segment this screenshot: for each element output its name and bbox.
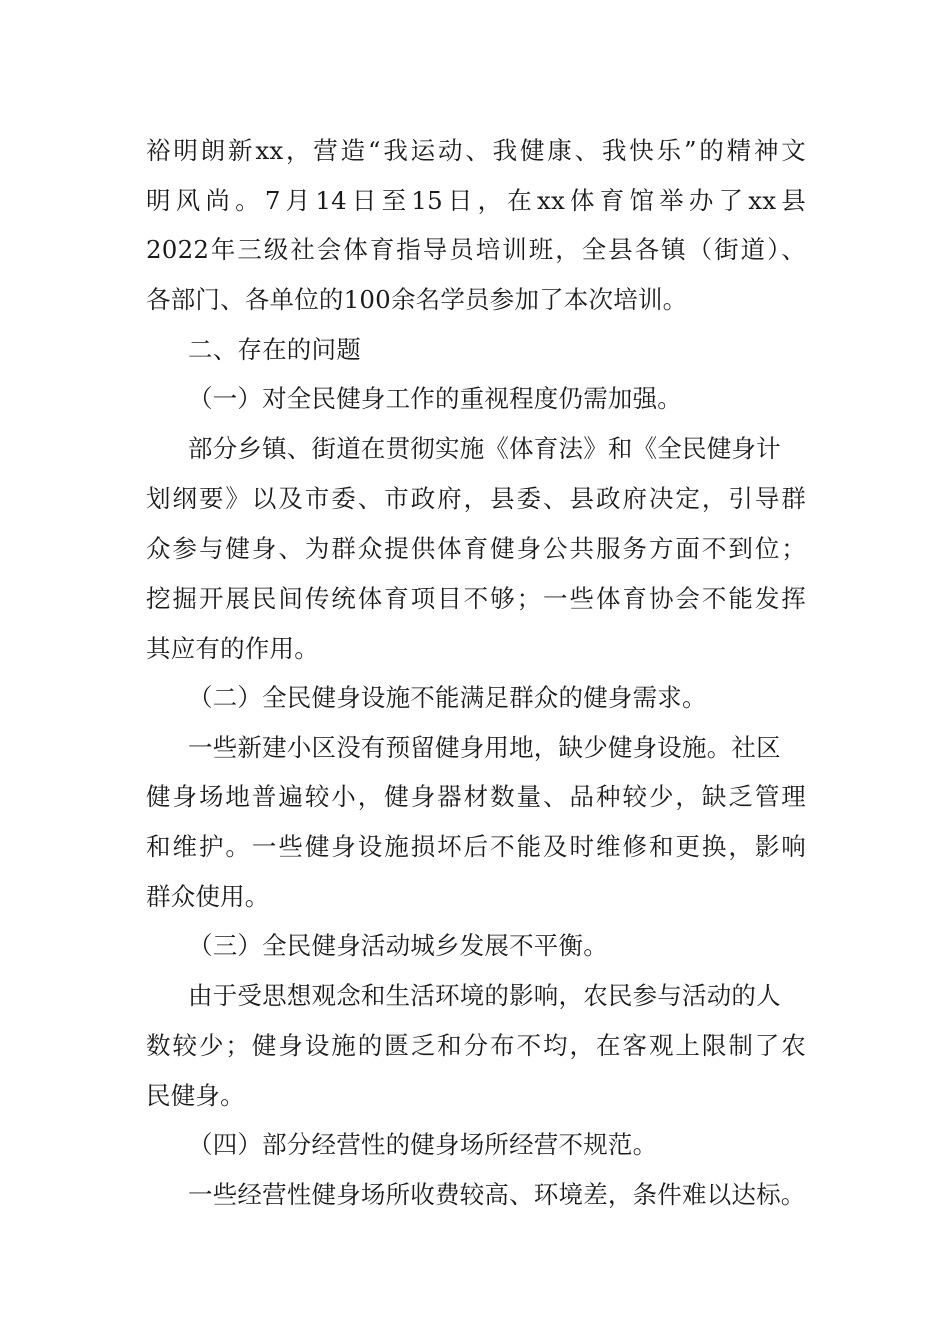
paragraph-line: 和维护。一些健身设施损坏后不能及时维修和更换，影响 [146, 832, 806, 861]
paragraph-line: 部分乡镇、街道在贯彻实施《体育法》和《全民健身计 [188, 434, 781, 463]
subsection-heading: （三）全民健身活动城乡发展不平衡。 [188, 931, 608, 960]
subsection-heading: （四）部分经营性的健身场所经营不规范。 [188, 1130, 658, 1159]
subsection-heading: （一）对全民健身工作的重视程度仍需加强。 [188, 384, 682, 413]
paragraph-line: 各部门、各单位的100余名学员参加了本次培训。 [146, 285, 688, 314]
paragraph-line: 其应有的作用。 [146, 634, 319, 663]
paragraph-line: 民健身。 [146, 1081, 245, 1110]
paragraph-line: 健身场地普遍较小，健身器材数量、品种较少，缺乏管理 [146, 782, 806, 811]
paragraph-line: 由于受思想观念和生活环境的影响，农民参与活动的人 [188, 981, 781, 1010]
paragraph-line: 众参与健身、为群众提供体育健身公共服务方面不到位； [146, 534, 806, 563]
paragraph-line: 挖掘开展民间传统体育项目不够；一些体育协会不能发挥 [146, 584, 806, 613]
paragraph-line: 群众使用。 [146, 882, 270, 911]
paragraph-line: 一些新建小区没有预留健身用地，缺少健身设施。社区 [188, 733, 781, 762]
paragraph-line: 划纲要》以及市委、市政府，县委、县政府决定，引导群 [146, 484, 806, 513]
paragraph-line: 一些经营性健身场所收费较高、环境差，条件难以达标。 [188, 1180, 806, 1209]
paragraph-line: 明风尚。7月14日至15日，在xx体育馆举办了xx县 [146, 186, 806, 215]
paragraph-line: 2022年三级社会体育指导员培训班，全县各镇（街道）、 [146, 235, 806, 264]
paragraph-line: 裕明朗新xx，营造“我运动、我健康、我快乐”的精神文 [146, 136, 806, 165]
subsection-heading: （二）全民健身设施不能满足群众的健身需求。 [188, 683, 707, 712]
section-heading: 二、存在的问题 [188, 335, 361, 364]
paragraph-line: 数较少；健身设施的匮乏和分布不均，在客观上限制了农 [146, 1031, 806, 1060]
